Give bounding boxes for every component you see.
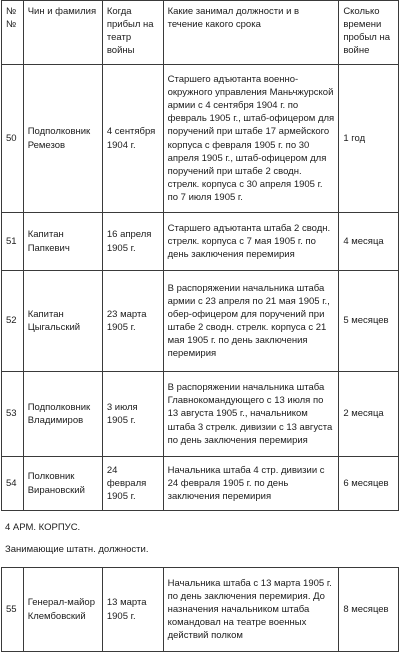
table-row bbox=[2, 271, 399, 372]
row-arrival: 13 марта 1905 г. bbox=[102, 568, 163, 652]
row-rank-name: Капитан Папкевич bbox=[23, 213, 102, 271]
header-arrival: Когда прибыл на театр войны bbox=[102, 1, 163, 65]
row-rank-name: Генерал-майор Клембовский bbox=[23, 568, 102, 652]
row-arrival: 4 сентября 1904 г. bbox=[102, 65, 163, 213]
row-number: 50 bbox=[2, 65, 24, 213]
table-row bbox=[2, 213, 399, 271]
row-positions: В распоряжении начальника штаба армии с 23 апреля по 21 мая 1905 г., обер-офицером для поручений при штабе 2 сводн. стрелк. корпуса с 21 мая 1905 г. по день заключения перемирия bbox=[163, 271, 339, 372]
row-positions: Начальника штаба 4 стр. дивизии с 24 февраля 1905 г. по день заключения перемирия bbox=[163, 457, 339, 511]
section-subtitle: Занимающие штатн. должности. bbox=[5, 544, 149, 555]
row-duration: 2 месяца bbox=[339, 372, 399, 457]
row-positions: Старшего адъютанта военно-окружного управления Маньчжурской армии с 4 сентября 1904 г. по февраль 1905 г., штаб-офицером для поручений при штабе 17 армейского корпуса с февраля 1905 г. по 30 апреля 1905 г., штаб-офицером для поручений при штабе 2 сводн. стрелк. корпуса с 30 апреля 1905 г. по 7 июля 1905 г. bbox=[163, 65, 339, 213]
row-arrival: 3 июля 1905 г. bbox=[102, 372, 163, 457]
row-arrival: 24 февраля 1905 г. bbox=[102, 457, 163, 511]
table-row bbox=[2, 372, 399, 457]
header-number: №№ bbox=[2, 1, 24, 65]
row-arrival: 16 апреля 1905 г. bbox=[102, 213, 163, 271]
row-duration: 4 месяца bbox=[339, 213, 399, 271]
row-duration: 8 месяцев bbox=[339, 568, 399, 652]
row-positions: В распоряжении начальника штаба Главнокомандующего с 13 июля по 13 августа 1905 г., начальником штаба 3 стрелк. дивизии с 13 августа по день заключения перемирия bbox=[163, 372, 339, 457]
row-rank-name: Подполковник Владимиров bbox=[23, 372, 102, 457]
row-number: 52 bbox=[2, 271, 24, 372]
row-rank-name: Подполковник Ремезов bbox=[23, 65, 102, 213]
row-arrival: 23 марта 1905 г. bbox=[102, 271, 163, 372]
header-positions: Какие занимал должности и в течение какого срока bbox=[163, 1, 339, 65]
officers-table-continued bbox=[1, 567, 399, 652]
row-rank-name: Капитан Цыгальский bbox=[23, 271, 102, 372]
row-positions: Начальника штаба с 13 марта 1905 г. по день заключения перемирия. До назначения начальником штаба командовал на театре военных действий полком bbox=[163, 568, 339, 652]
header-duration: Сколько времени пробыл на войне bbox=[339, 1, 399, 65]
row-rank-name: Полковник Вирановский bbox=[23, 457, 102, 511]
row-duration: 5 месяцев bbox=[339, 271, 399, 372]
row-duration: 1 год bbox=[339, 65, 399, 213]
officers-table bbox=[1, 0, 399, 511]
row-duration: 6 месяцев bbox=[339, 457, 399, 511]
table-header-row bbox=[2, 1, 399, 65]
section-title: 4 АРМ. КОРПУС. bbox=[5, 522, 81, 533]
table-row bbox=[2, 457, 399, 511]
row-number: 51 bbox=[2, 213, 24, 271]
row-number: 55 bbox=[2, 568, 24, 652]
header-rank-name: Чин и фамилия bbox=[23, 1, 102, 65]
table-row bbox=[2, 568, 399, 652]
row-number: 54 bbox=[2, 457, 24, 511]
table-row bbox=[2, 65, 399, 213]
row-positions: Старшего адъютанта штаба 2 сводн. стрелк. корпуса с 7 мая 1905 г. по день заключения перемирия bbox=[163, 213, 339, 271]
row-number: 53 bbox=[2, 372, 24, 457]
